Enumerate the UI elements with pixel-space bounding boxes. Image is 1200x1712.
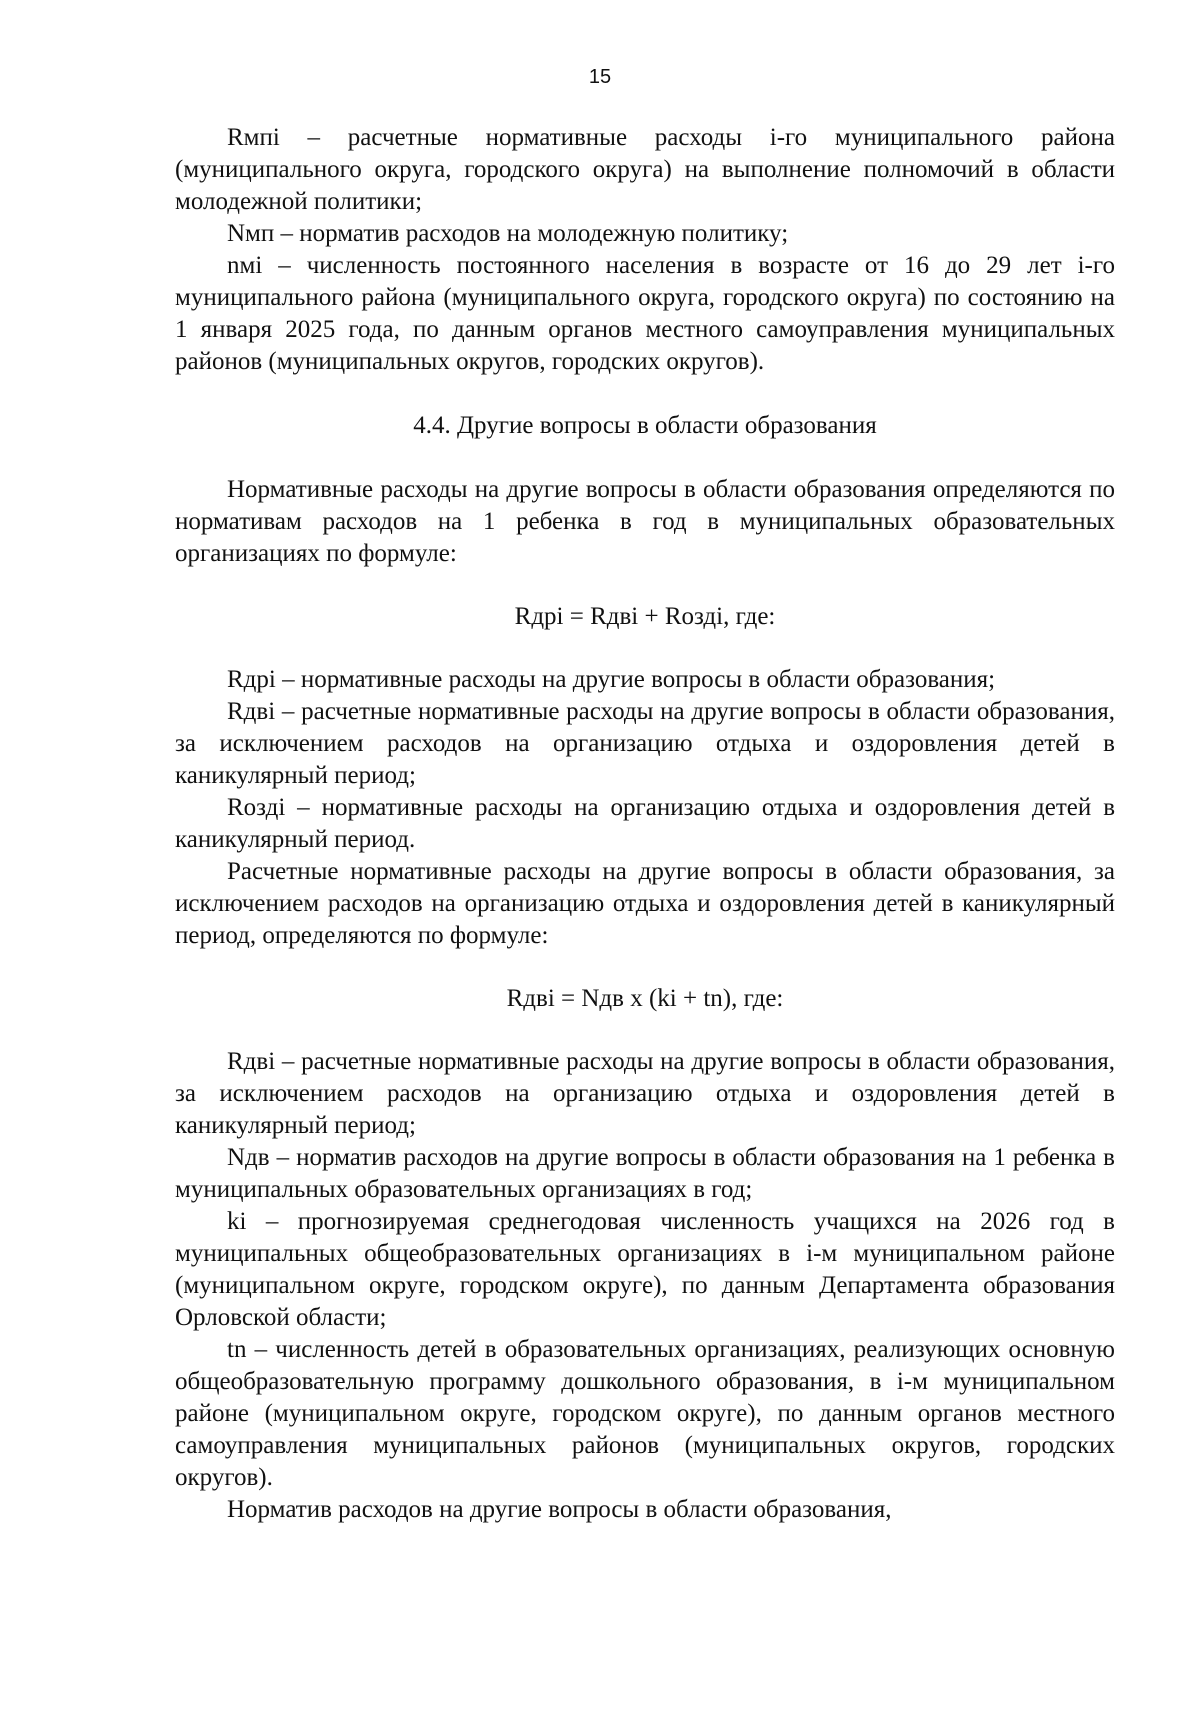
definition-nmp: Nмп – норматив расходов на молодежную политику; xyxy=(227,220,789,247)
definition-nmi: nмi – численность постоянного населения в возрасте от 16 до 29 лет i-го муниципального района (муниципального округа, городского округа) по состоянию на 1 января 2025 года, по данным органов местного самоуправления муниципальных районов (муниципальных округов, городских округов). xyxy=(175,252,1115,375)
definition-rdvi: Rдвi – расчетные нормативные расходы на другие вопросы в области образования, за исключением расходов на организацию отдыха и оздоровления детей в каникулярный период; xyxy=(175,698,1115,789)
definition-rdri: Rдрi – нормативные расходы на другие вопросы в области образования; xyxy=(227,666,996,693)
formula-intro-paragraph: Расчетные нормативные расходы на другие вопросы в области образования, за исключением расходов на организацию отдыха и оздоровления детей в каникулярный период, определяются по формуле: xyxy=(175,858,1115,949)
definition-ndv: Nдв – норматив расходов на другие вопросы в области образования на 1 ребенка в муниципальных образовательных организациях в год; xyxy=(175,1144,1115,1203)
intro-paragraph: Нормативные расходы на другие вопросы в области образования определяются по нормативам расходов на 1 ребенка в год в муниципальных образовательных организациях по формуле: xyxy=(175,476,1115,567)
norm-paragraph-start: Норматив расходов на другие вопросы в области образования, xyxy=(227,1496,892,1523)
page-number: 15 xyxy=(588,66,612,88)
definition-rdvi-2: Rдвi – расчетные нормативные расходы на другие вопросы в области образования, за исключением расходов на организацию отдыха и оздоровления детей в каникулярный период; xyxy=(175,1048,1115,1139)
definition-ki: ki – прогнозируемая среднегодовая численность учащихся на 2026 год в муниципальных общеобразовательных организациях в i-м муниципальном районе (муниципальном округе, городском округе), по данным Департамента образования Орловской области; xyxy=(175,1208,1115,1331)
formula-rdvi: Rдвi = Nдв х (ki + tn), где: xyxy=(506,985,784,1012)
definition-tn: tn – численность детей в образовательных организациях, реализующих основную общеобразовательную программу дошкольного образования, в i-м муниципальном районе (муниципальном округе, городском округе), по данным органов местного самоуправления муниципальных районов (муниципальных округов, городских округов). xyxy=(175,1336,1115,1491)
document-body xyxy=(175,122,1115,1526)
definition-rmpi: Rмпi – расчетные нормативные расходы i-го муниципального района (муниципального округа, городского округа) на выполнение полномочий в области молодежной политики; xyxy=(175,124,1115,215)
definition-rozdi: Rоздi – нормативные расходы на организацию отдыха и оздоровления детей в каникулярный период. xyxy=(175,794,1115,853)
section-heading: 4.4. Другие вопросы в области образования xyxy=(413,412,877,439)
formula-rdri: Rдрi = Rдвi + Rоздi, где: xyxy=(514,603,776,630)
